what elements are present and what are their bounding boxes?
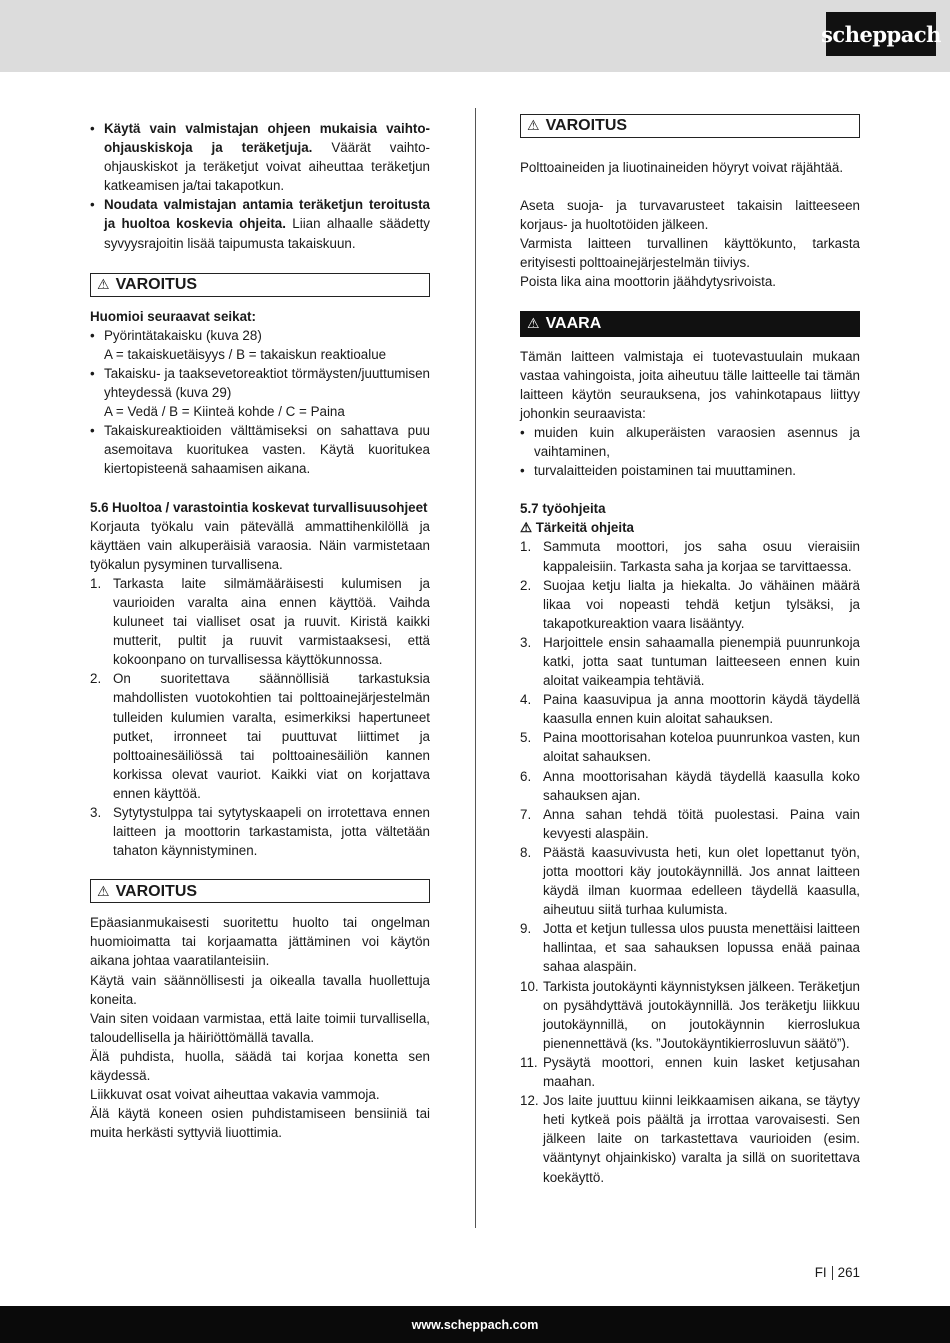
list-item: 11. Pysäytä moottori, ennen kuin lasket ketjusahan maahan. bbox=[520, 1054, 860, 1090]
paragraph: Poista lika aina moottorin jäähdytysrivoista. bbox=[520, 274, 777, 290]
list-item: 4. Paina kaasuvipua ja anna moottorin käydä täydellä kaasulla ennen kuin aloitat sahauksen. bbox=[520, 692, 860, 727]
brand-logo: scheppach bbox=[826, 12, 936, 56]
section-intro: Korjauta työkalu vain pätevällä ammattihenkilöllä ja käyttäen vain alkuperäisiä varaosia. Näin varmistetaan työkalun pysyminen turvallisena. bbox=[90, 518, 430, 572]
warning-label: VAROITUS bbox=[545, 117, 628, 135]
list-item: 3. Harjoittele ensin sahaamalla pienempiä puunrunkoja katki, jotta saat tuntuman laitteeseen ennen kuin aloitat vaikeampia tehtäviä. bbox=[520, 634, 860, 689]
list-item: • Takaisku- ja taaksevetoreaktiot törmäysten/juuttumisen yhteydessä (kuva 29) A = Vedä / B = Kiinteä kohde / C = Paina bbox=[90, 364, 430, 421]
list-item: 12. Jos laite juuttuu kiinni leikkaamisen aikana, se täytyy heti kytkeä pois päältä ja irrottaa varovaisesti. Sen jälkeen laite on tarkastettava vaurioiden (esim. vääntynyt ohjainkisko) varalta ja sillä on suoritettava koekäyttö. bbox=[520, 1093, 860, 1185]
paragraph: Aseta suoja- ja turvavarusteet takaisin laitteeseen korjaus- ja huoltotöiden jälkeen. bbox=[520, 198, 860, 233]
list-item: • muiden kuin alkuperäisten varaosien asennus ja vaihtaminen, bbox=[520, 423, 860, 461]
list-item: • Takaiskureaktioiden välttämiseksi on sahattava puu asemoitava kuoritukea vasten. Käytä kuoritukea kiertopisteenä sahaamisen aikana. bbox=[90, 421, 430, 478]
paragraph: Epäasianmukaisesti suoritettu huolto tai ongelman huomioimatta tai korjaamatta jättäminen voi käytön aikana johtaa vaaratilanteisiin. bbox=[90, 915, 430, 969]
work-instructions-list bbox=[520, 537, 860, 1186]
section-subtitle: ⚠ Tärkeitä ohjeita bbox=[520, 520, 634, 536]
danger-box bbox=[520, 311, 860, 337]
page-number bbox=[815, 1265, 860, 1280]
list-item: • Pyörintätakaisku (kuva 28) A = takaiskuetäisyys / B = takaiskun reaktioalue bbox=[90, 326, 430, 364]
danger-list bbox=[520, 423, 860, 480]
section-5-7-title: 5.7 työohjeita bbox=[520, 501, 606, 517]
warning-box-1 bbox=[90, 273, 430, 297]
paragraph: Polttoaineiden ja liuotinaineiden höyryt voivat räjähtää. bbox=[520, 160, 844, 175]
left-column bbox=[90, 119, 430, 1142]
paragraph: Älä puhdista, huolla, säädä tai korjaa konetta sen käydessä. bbox=[90, 1048, 430, 1084]
list-item: • turvalaitteiden poistaminen tai muuttaminen. bbox=[520, 461, 860, 480]
list-item: 7. Anna sahan tehdä töitä puolestasi. Paina vain kevyesti alaspäin. bbox=[520, 806, 860, 841]
danger-label: VAARA bbox=[545, 315, 602, 333]
warning-label: VAROITUS bbox=[115, 276, 198, 294]
paragraph: Liikkuvat osat voivat aiheuttaa vakavia vammoja. bbox=[90, 1087, 380, 1103]
warning-label: VAROITUS bbox=[115, 882, 198, 900]
section-5-6-title: 5.6 Huoltoa / varastointia koskevat turvallisuusohjeet bbox=[90, 499, 428, 515]
intro-bullet-list bbox=[90, 119, 430, 253]
warning-list bbox=[90, 326, 430, 479]
warning-triangle-icon: ⚠ bbox=[527, 117, 540, 134]
footer-bar bbox=[0, 1306, 950, 1343]
warning-box-2 bbox=[90, 879, 430, 903]
website-url[interactable]: www.scheppach.com bbox=[411, 1317, 539, 1332]
warning-heading: Huomioi seuraavat seikat: bbox=[90, 308, 256, 324]
warning-box-3 bbox=[520, 114, 860, 138]
right-column bbox=[520, 114, 860, 1187]
list-item: 9. Jotta et ketjun tullessa ulos puusta menettäisi laitteen hallintaa, et saa sahauksen lopussa enää painaa sahaa alaspäin. bbox=[520, 921, 860, 975]
list-item: 1. Sammuta moottori, jos saha osuu vieraisiin kappaleisiin. Tarkasta saha ja korjaa se tarvittaessa. bbox=[520, 539, 860, 574]
warning-triangle-icon: ⚠ bbox=[527, 315, 540, 332]
language-code: FI bbox=[814, 1265, 827, 1280]
list-item: 2. Suojaa ketju lialta ja hiekalta. Jo vähäinen määrä likaa voi nopeasti tehdä ketjun tylsäksi, ja takapotkureaktion vaara lisääntyy. bbox=[520, 577, 860, 631]
list-item: 3. Sytytystulppa tai sytytyskaapeli on irrotettava ennen laitteen ja moottorin tarkastamista, jotta vältetään tahaton käynnistyminen. bbox=[90, 805, 430, 859]
warning-triangle-icon: ⚠ bbox=[97, 882, 110, 899]
paragraph: Varmista laitteen turvallinen käyttökunto, tarkasta erityisesti polttoainejärjestelmän tiiviys. bbox=[520, 236, 860, 271]
warning-triangle-icon: ⚠ bbox=[97, 276, 110, 293]
warning-triangle-icon: ⚠ bbox=[520, 520, 533, 536]
list-item: 5. Paina moottorisahan koteloa puunrunkoa vasten, kun aloitat sahauksen. bbox=[520, 730, 860, 765]
header-bar bbox=[0, 0, 950, 72]
paragraph: Älä käytä koneen osien puhdistamiseen bensiiniä tai muita herkästi syttyviä liuottimia. bbox=[90, 1106, 430, 1141]
list-item: 8. Päästä kaasuvivusta heti, kun olet lopettanut työn, jotta moottori käy joutokäynnillä. Jos annat laitteen käydä ilman kuormaa edelleen täydellä kaasulla, aiheutuu siitä turhaa kulumista. bbox=[520, 844, 860, 918]
page-number-separator bbox=[832, 1266, 833, 1280]
list-item: • Käytä vain valmistajan ohjeen mukaisia vaihto-ohjauskiskoja ja teräketjuja. Väärät vaihto-ohjauskiskot ja teräketjut voivat aiheuttaa teräketjun katkeamisen ja/tai takapotkun. bbox=[90, 119, 430, 195]
paragraph: Vain siten voidaan varmistaa, että laite toimii turvallisella, taloudellisella ja häiriöttömällä tavalla. bbox=[90, 1010, 430, 1045]
page-number-value: 261 bbox=[837, 1265, 860, 1280]
paragraph: Tämän laitteen valmistaja ei tuotevastuulain mukaan vastaa vahingoista, joita aiheutuu tälle laitteelle tai tämän laitteen käytön seurauksena, jos vahinkotapaus liittyy johonkin seuraavista: bbox=[520, 348, 860, 421]
list-item: 6. Anna moottorisahan käydä täydellä kaasulla koko sahauksen ajan. bbox=[520, 768, 860, 803]
list-item: • Noudata valmistajan antamia teräketjun teroitusta ja huoltoa koskevia ohjeita. Liian alhaalle säädetty syvyysrajoitin lisää taipumusta takaiskuun. bbox=[90, 195, 430, 252]
paragraph: Käytä vain säännöllisesti ja oikealla tavalla huollettuja koneita. bbox=[90, 972, 430, 1007]
list-item: 2. On suoritettava säännöllisiä tarkastuksia mahdollisten vuotokohtien tai polttoainejärjestelmän tulleiden kulumien varalta, esimerkiksi hapertuneet putket, irronneet tai puuttuvat liittimet ja polttoainesäiliössä tai polttoainesäiliön kannen korkissa olevat vauriot. Kaikki viat on korjattava ennen käyttöä. bbox=[90, 671, 430, 801]
maintenance-list bbox=[90, 574, 430, 860]
list-item: 1. Tarkasta laite silmämääräisesti kulumisen ja vaurioiden varalta aina ennen käyttöä. Vaihda kuluneet tai vialliset osat ja ruuvit. Kiristä kaikki mutterit, pultit ja ruuvit varmistaaksesi, että kokoonpano on turvallisessa käyttökunnossa. bbox=[90, 575, 430, 668]
list-item: 10. Tarkista joutokäynti käynnistyksen jälkeen. Teräketjun on pysähdyttävä joutokäynnillä. Jos teräketju liikkuu joutokäynnillä, on joutokäynnin kierroslukua pienennettävä (ks. ”Joutokäyntikierrosluvun säätö”). bbox=[520, 978, 860, 1051]
column-divider bbox=[475, 108, 476, 1228]
